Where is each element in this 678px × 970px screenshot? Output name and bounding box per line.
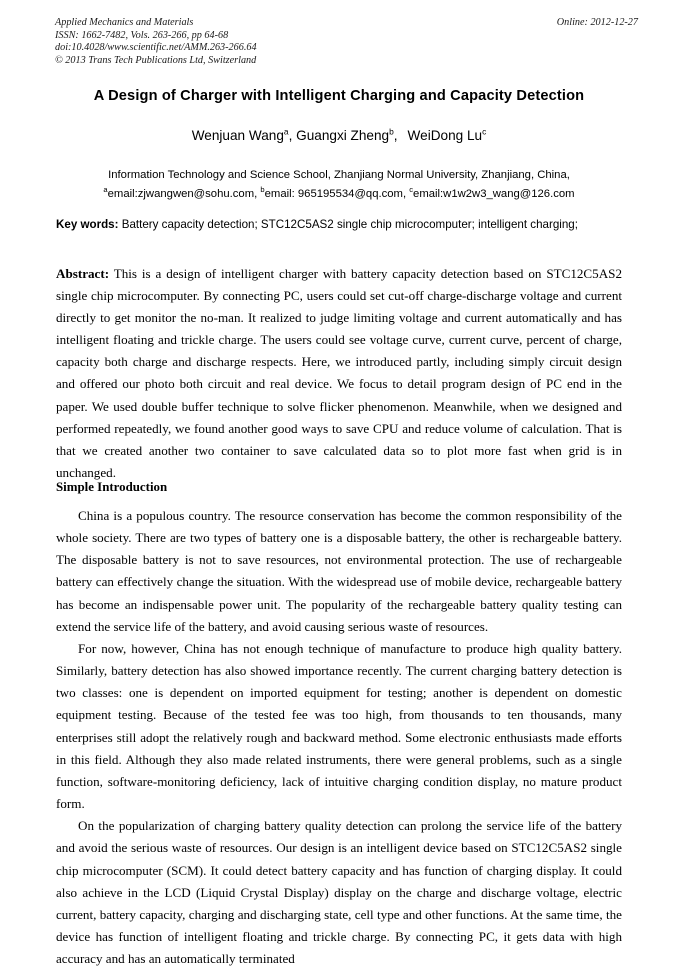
email-address-c: email:w1w2w3_wang@126.com: [413, 188, 575, 200]
body-paragraph: China is a populous country. The resource conservation has become the common responsibility of the whole society. There are two types of battery one is a disposable battery, the other is rechargeable battery. The disposable battery is not to save resources, not environmental protection. The use of rechargeable battery can effectively change the situation. With the widespread use of mobile device, rechargeable battery has become an indispensable power unit. The popularity of the rechargeable battery quality testing can extend the service life of the battery, and avoid causing serious waste of resources.: [56, 508, 622, 634]
keywords-label: Key words:: [56, 218, 119, 231]
page-title: A Design of Charger with Intelligent Charging and Capacity Detection: [93, 88, 585, 104]
author-affiliation-mark-1: a: [283, 126, 289, 137]
online-date: Online: 2012-12-27: [556, 17, 638, 28]
abstract-label: Abstract:: [56, 266, 110, 281]
journal-name: Applied Mechanics and Materials: [55, 17, 194, 28]
abstract-block: [56, 263, 622, 484]
author-separator-2: ,: [393, 128, 398, 143]
journal-doi: doi:10.4028/www.scientific.net/AMM.263-266.64: [55, 42, 257, 54]
author-separator-1: ,: [288, 128, 297, 143]
section-heading-simple-introduction: Simple Introduction: [56, 480, 168, 494]
email-mark-b: b: [260, 185, 265, 195]
email-address-b: email: 965195534@qq.com,: [264, 188, 410, 200]
email-mark-a: a: [103, 185, 108, 195]
body-paragraph: For now, however, China has not enough technique of manufacture to produce high quality battery. Similarly, battery detection has also showed importance recently. The current charging battery detection is two classes: one is dependent on imported equipment for testing; another is dependent on domestic equipment testing. Because of the tested fee was too high, from thousands to ten thousands, many enterprises still adopt the relatively rough and backward method. Some electronic enthusiasts made efforts in this field. Although they also made related instruments, there were general problems, such as a single function, software-monitoring deficiency, lack of intuitive charging condition display, no mature product form.: [56, 640, 622, 812]
journal-info-block: [55, 17, 257, 67]
author-affiliation-mark-2: b: [389, 126, 394, 137]
keywords-block: [56, 214, 622, 236]
affiliation-block: [45, 166, 633, 203]
email-address-a: email:zjwangwen@sohu.com,: [107, 188, 261, 200]
journal-issn-volume: ISSN: 1662-7482, Vols. 263-266, pp 64-68: [55, 29, 229, 41]
affiliation-institution: Information Technology and Science School, Zhanjiang Normal University, Zhanjiang, China,: [108, 169, 570, 181]
author-name-2: Guangxi Zheng: [296, 128, 390, 143]
abstract-text: This is a design of intelligent charger with battery capacity detection based on STC12C5AS2 single chip microcomputer. By connecting PC, users could set cut-off charge-discharge voltage and current directly to get monitor the no-man. It realized to judge limiting voltage and current automatically and has intelligent floating and trickle charge. The users could see voltage curve, current curve, percent of charge, capacity both charge and discharge respects. Here, we introduced partly, including simply circuit design and offered our photo both circuit and real device. We focus to detail program design of PC end in the paper. We used double buffer technique to solve flicker phenomenon. Meanwhile, when we designed and performed repeatedly, we found another good ways to save CPU and reduce volume of calculation. That is that we created another two container to save calculated data so to plot more fast when grid is in unchanged.: [56, 266, 622, 480]
journal-copyright: © 2013 Trans Tech Publications Ltd, Switzerland: [55, 54, 257, 66]
keywords-text: Battery capacity detection; STC12C5AS2 single chip microcomputer; intelligent charging;: [118, 218, 578, 231]
email-mark-c: c: [409, 185, 414, 195]
affiliation-emails: [45, 185, 633, 203]
author-name-1: Wenjuan Wang: [191, 128, 284, 143]
section-body: [56, 505, 622, 970]
body-paragraph: On the popularization of charging battery quality detection can prolong the service life of the battery and avoid the serious waste of resources. Our design is an intelligent device based on STC12C5AS2 single chip microcomputer (SCM). It could detect battery capacity and has function of charging display. It could also achieve in the LCD (Liquid Crystal Display) display on the charge and discharge voltage, electric current, battery capacity, charging and discharging state, cell type and other functions. At the same time, the device has function of intelligent floating and trickle charge. By connecting PC, it gets data with high accuracy and has an automatically terminated: [56, 818, 622, 967]
author-list: [50, 128, 628, 143]
author-affiliation-mark-3: c: [482, 126, 487, 137]
journal-header: [55, 17, 638, 67]
author-name-3: WeiDong Lu: [407, 128, 483, 143]
